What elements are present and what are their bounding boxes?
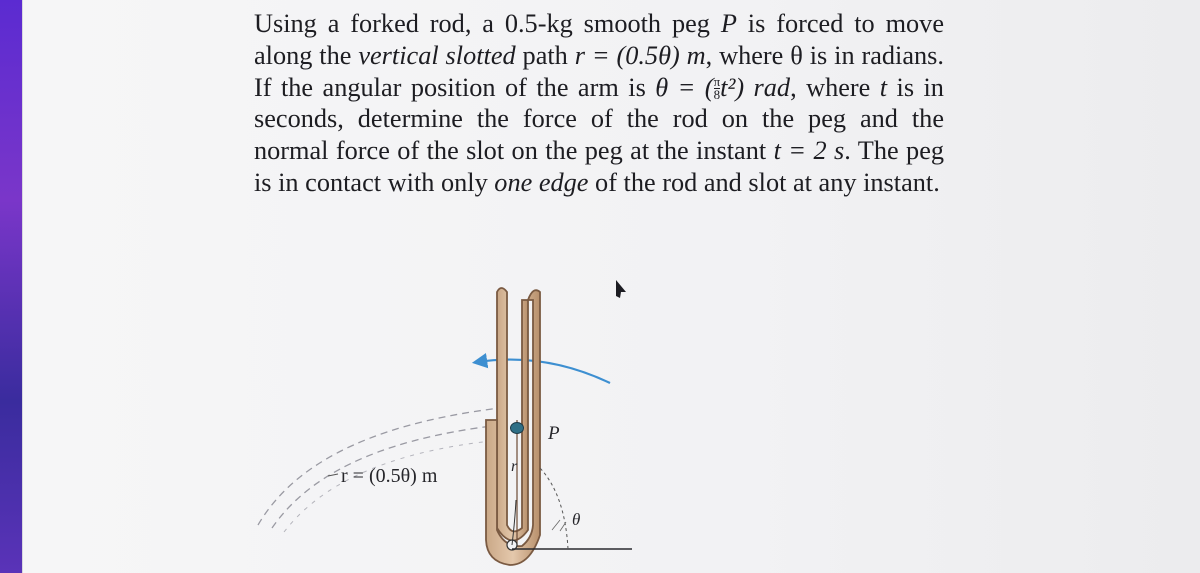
fraction-numerator: π xyxy=(713,73,721,89)
theta-arc xyxy=(540,468,568,549)
problem-text: is in seconds, determine the force of the rod on the peg and the normal force of the slot on the peg at the instant xyxy=(254,72,944,166)
problem-text: . The peg is in contact with only xyxy=(254,136,945,197)
time-instant: t = 2 s xyxy=(773,136,845,166)
pointer-arrow-icon xyxy=(616,280,626,298)
theta-label: θ xyxy=(572,510,581,529)
problem-text: , where θ is in radians. If the angular position of the arm is xyxy=(254,40,944,102)
peg-p xyxy=(511,423,524,434)
r-label: r xyxy=(511,458,518,475)
path-description: vertical slotted xyxy=(358,40,516,70)
peg-label: P xyxy=(548,423,560,444)
one-edge-emphasis: one edge xyxy=(494,167,589,197)
problem-text: Using a forked rod, a 0.5-kg smooth peg xyxy=(254,9,721,38)
path-equation: r = (0.5θ) m xyxy=(574,40,706,70)
theta-equation: θ = ( xyxy=(655,72,714,102)
forked-rod xyxy=(497,288,528,541)
fraction-denominator: 8 xyxy=(713,86,721,102)
peg-symbol: P xyxy=(720,9,737,38)
theta-equation-tail: t²) rad xyxy=(720,72,791,102)
problem-text: path xyxy=(515,40,575,70)
path-equation-label: r = (0.5θ) m xyxy=(341,465,438,487)
time-variable: t xyxy=(879,72,888,102)
problem-text: is forced to move along the xyxy=(254,9,945,70)
theta-arc-inner xyxy=(552,520,566,531)
problem-text: of the rod and slot at any instant. xyxy=(588,167,940,197)
problem-text: , where xyxy=(790,72,880,102)
